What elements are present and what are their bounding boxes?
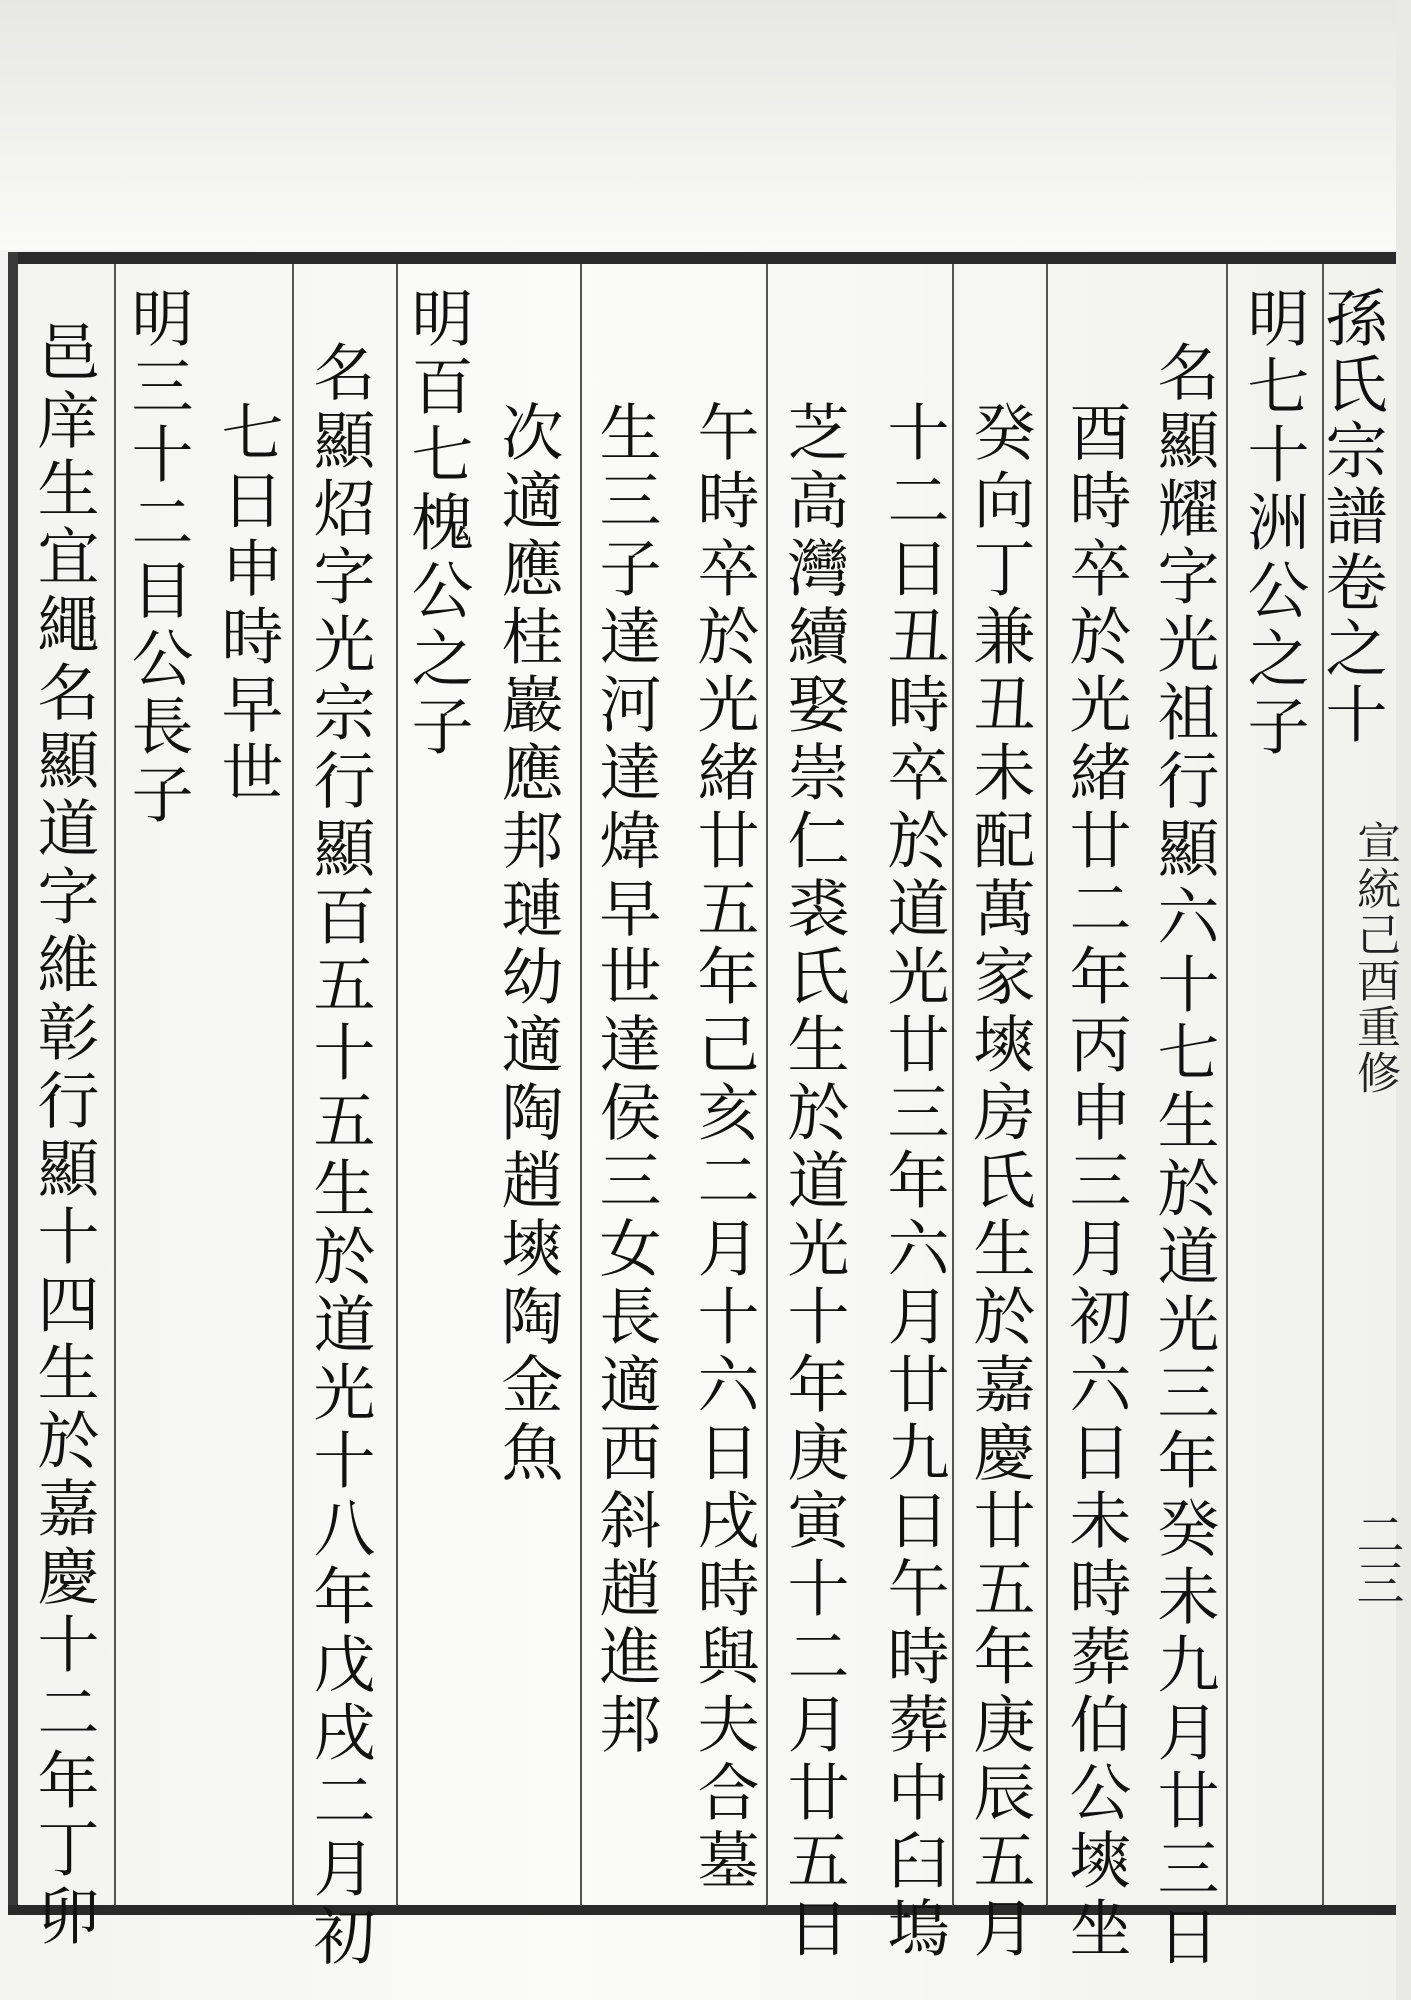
text-column-2: 名顯耀字光祖行顯六十七生於道光三年癸未九月廿三日 (1147, 340, 1220, 1972)
edition-note: 宣統己酉重修 (1349, 820, 1400, 1096)
column-rule (1046, 264, 1048, 1906)
column-rule (1226, 264, 1228, 1906)
text-column-4: 癸向丁兼丑未配萬家塽房氏生於嘉慶廿五年庚辰五月 (963, 400, 1036, 1964)
text-column-5: 十二日丑時卒於道光廿三年六月廿九日午時葬中臼塢 (877, 400, 950, 1964)
previous-page-fold (0, 0, 1396, 250)
frame-top-border (8, 252, 1396, 264)
column-rule (952, 264, 954, 1906)
column-rule (396, 264, 398, 1906)
text-column-11: 名顯炤字光宗行顯百五十五生於道光十八年戊戌二月初 (303, 340, 376, 1972)
column-rule (766, 264, 768, 1906)
running-title: 孫氏宗譜卷之十 (1315, 286, 1388, 748)
text-column-13: 明三十二目公長子 (121, 286, 194, 830)
text-column-8: 生三子達河達煒早世達侯三女長適西斜趙進邦 (589, 400, 662, 1760)
text-column-10: 明百七槐公之子 (401, 286, 474, 762)
page-number: 二三 (1348, 1510, 1404, 1606)
text-column-7: 午時卒於光緒廿五年己亥二月十六日戌時與夫合墓 (687, 400, 760, 1896)
text-column-12: 七日申時早世 (211, 400, 284, 808)
text-column-3: 酉時卒於光緒廿二年丙申三月初六日未時葬伯公塽坐 (1059, 400, 1132, 1964)
column-rule (580, 264, 582, 1906)
text-column-6: 芝高灣續娶崇仁裘氏生於道光十年庚寅十二月廿五日 (777, 400, 850, 1964)
text-column-14: 邑庠生宜繩名顯道字維彰行顯十四生於嘉慶十二年丁卯 (27, 320, 100, 1952)
column-rule (114, 264, 116, 1906)
text-column-1: 明七十洲公之子 (1237, 286, 1310, 762)
text-column-9: 次適應桂巖應邦璉幼適陶趙塽陶金魚 (491, 400, 564, 1488)
column-rule (292, 264, 294, 1906)
frame-left-border (8, 252, 18, 1912)
